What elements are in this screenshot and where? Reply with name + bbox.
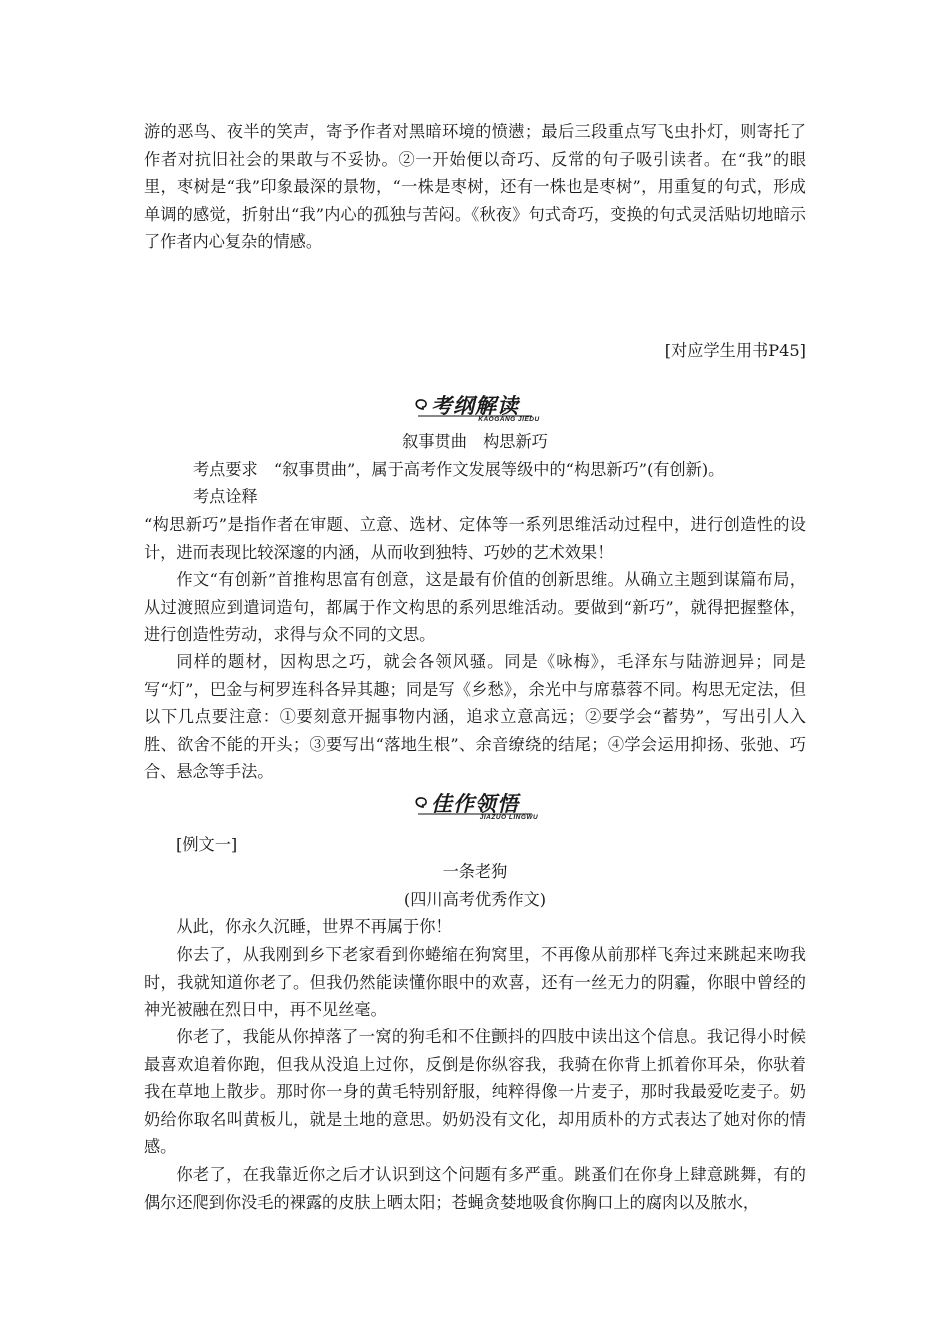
essay-paragraph: 你老了，我能从你掉落了一窝的狗毛和不住颤抖的四肢中读出这个信息。我记得小时候最喜欢追着你跑，但我从没追上过你，反倒是你纵容我，我骑在你背上抓着你耳朵，你驮着我在草地上散步。那时你一身的黄毛特别舒服，纯粹得像一片麦子，那时我最爱吃麦子。奶奶给你取名叫黄板儿，就是土地的意思。奶奶没有文化，却用质朴的方式表达了她对你的情感。 bbox=[144, 1027, 806, 1156]
section-banner-jiazuo bbox=[0, 792, 950, 826]
requirement-line: 考点要求 “叙事贯曲”，属于高考作文发展等级中的“构思新巧”(有创新)。 bbox=[193, 460, 725, 479]
banner-subtitle-text: KAOGANG JIEDU bbox=[478, 416, 540, 423]
banner-subtitle bbox=[0, 416, 950, 423]
essay-source: (四川高考优秀作文) bbox=[403, 890, 547, 909]
reference-note: [对应学生用书P45] bbox=[664, 341, 806, 360]
example-label: [例文一] bbox=[176, 835, 238, 854]
explanation-label: 考点诠释 bbox=[193, 487, 258, 506]
section-banner-kaogang bbox=[0, 394, 950, 428]
body-paragraph: 作文“有创新”首推构思富有创意，这是最有价值的创新思维。从确立主题到谋篇布局，从过渡照应到遣词造句，都属于作文构思的系列思维活动。要做到“新巧”，就得把握整体，进行创造性劳动，求得与众不同的文思。 bbox=[144, 570, 806, 644]
essay-paragraph: 从此，你永久沉睡，世界不再属于你！ bbox=[176, 917, 452, 936]
essay-paragraph: 你去了，从我刚到乡下老家看到你蜷缩在狗窝里，不再像从前那样飞奔过来跳起来吻我时，我就知道你老了。但我仍然能读懂你眼中的欢喜，还有一丝无力的阴霾，你眼中曾经的神光被融在烈日中，再不见丝毫。 bbox=[144, 945, 806, 1019]
banner-subtitle bbox=[0, 814, 950, 821]
body-paragraph: “构思新巧”是指作者在审题、立意、选材、定体等一系列思维活动过程中，进行创造性的设计，进而表现比较深邃的内涵，从而收到独特、巧妙的艺术效果！ bbox=[144, 515, 806, 562]
essay-paragraph: 你老了，在我靠近你之后才认识到这个问题有多严重。跳蚤们在你身上肆意跳舞，有的偶尔还爬到你没毛的裸露的皮肤上晒太阳；苍蝇贪婪地吸食你胸口上的腐肉以及脓水， bbox=[144, 1165, 806, 1212]
banner-title: 佳作领悟 bbox=[431, 791, 519, 816]
banner-subtitle-text: JIAZUO LINGWU bbox=[479, 814, 539, 821]
essay-title: 一条老狗 bbox=[442, 862, 508, 881]
section-heading: 叙事贯曲 构思新巧 bbox=[402, 432, 548, 451]
banner-title: 考纲解读 bbox=[431, 393, 519, 418]
top-paragraph: 游的恶鸟、夜半的笑声，寄予作者对黑暗环境的愤懑；最后三段重点写飞虫扑灯，则寄托了作者对抗旧社会的果敢与不妥协。②一开始便以奇巧、反常的句子吸引读者。在“我”的眼里，枣树是“我”印象最深的景物，“一株是枣树，还有一株也是枣树”，用重复的句式，形成单调的感觉，折射出“我”内心的孤独与苦闷。《秋夜》句式奇巧，变换的句式灵活贴切地暗示了作者内心复杂的情感。 bbox=[144, 122, 806, 251]
body-paragraph: 同样的题材，因构思之巧，就会各领风骚。同是《咏梅》，毛泽东与陆游迥异；同是写“灯”，巴金与柯罗连科各异其趣；同是写《乡愁》，余光中与席慕蓉不同。构思无定法，但以下几点要注意：①要刻意开掘事物内涵，追求立意高远；②要学会“蓄势”，写出引人入胜、欲舍不能的开头；③要写出“落地生根”、余音缭绕的结尾；④学会运用抑扬、张弛、巧合、悬念等手法。 bbox=[144, 652, 806, 781]
